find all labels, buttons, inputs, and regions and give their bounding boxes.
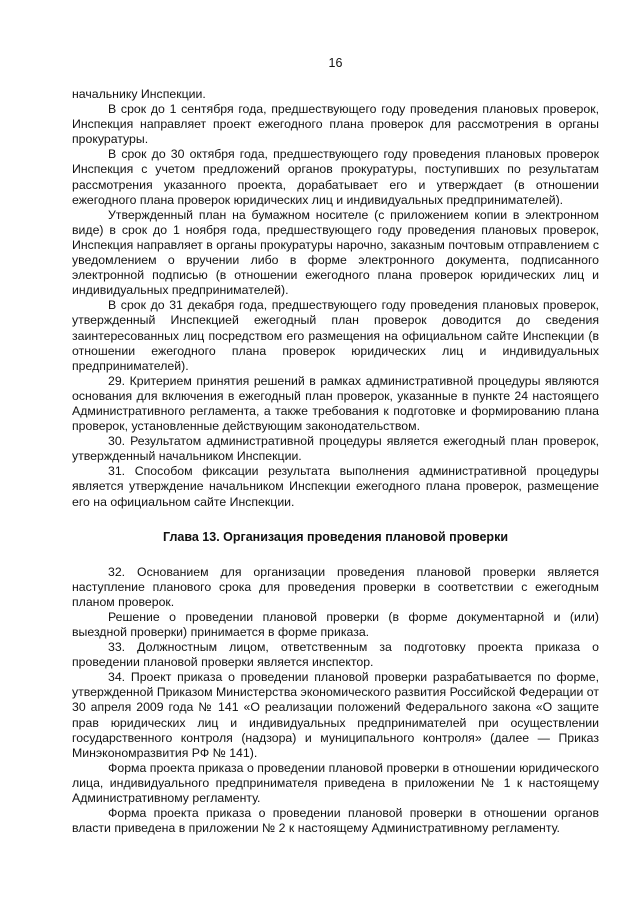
page-number: 16: [328, 56, 343, 70]
paragraph: Форма проекта приказа о проведении плановой проверки в отношении органов власти приведена в приложении № 2 к настоящему Административному регламенту.: [72, 806, 599, 836]
page-content: [72, 87, 599, 836]
paragraph: В срок до 30 октября года, предшествующего году проведения плановых проверок Инспекция с учетом предложений органов прокуратуры, поступивших по результатам рассмотрения указанного проекта, дорабатывает его и утверждает (в отношении ежегодного плана проверок юридических лиц и индивидуальных предпринимателей).: [72, 147, 599, 207]
paragraph: В срок до 1 сентября года, предшествующего году проведения плановых проверок, Инспекция направляет проект ежегодного плана проверок для рассмотрения в органы прокуратуры.: [72, 102, 599, 147]
paragraph-item-30: 30. Результатом административной процедуры является ежегодный план проверок, утвержденный начальником Инспекции.: [72, 434, 599, 464]
paragraph-item-31: 31. Способом фиксации результата выполнения административной процедуры является утверждение начальником Инспекции ежегодного плана проверок, размещение его на официальном сайте Инспекции.: [72, 464, 599, 509]
paragraph: Форма проекта приказа о проведении плановой проверки в отношении юридического лица, индивидуального предпринимателя приведена в приложении № 1 к настоящему Административному регламенту.: [72, 760, 599, 806]
paragraph: Решение о проведении плановой проверки (в форме документарной и (или) выездной проверки) принимается в форме приказа.: [72, 609, 599, 639]
paragraph: начальнику Инспекции.: [72, 87, 206, 101]
chapter-heading: Глава 13. Организация проведения плановой проверки: [162, 529, 509, 544]
section-before-heading: [72, 87, 599, 510]
paragraph-item-33: 33. Должностным лицом, ответственным за подготовку проекта приказа о проведении плановой проверки является инспектор.: [72, 640, 599, 670]
paragraph: В срок до 31 декабря года, предшествующего году проведения плановых проверок, утвержденный Инспекцией ежегодный план проверок доводится до сведения заинтересованных лиц посредством его размещения на официальном сайте Инспекции (в отношении ежегодного плана проверок юридических лиц и индивидуальных предпринимателей).: [72, 298, 599, 373]
paragraph: Утвержденный план на бумажном носителе (с приложением копии в электронном виде) в срок до 1 ноября года, предшествующего году проведения плановых проверок, Инспекция направляет в органы прокуратуры нарочно, заказным почтовым отправлением с уведомлением о вручении либо в форме электронного документа, подписанного электронной подписью (в отношении ежегодного плана проверок юридических лиц и индивидуальных предпринимателей).: [72, 207, 599, 298]
section-after-heading: [72, 565, 599, 837]
paragraph-item-29: 29. Критерием принятия решений в рамках административной процедуры являются основания для включения в ежегодный план проверок, указанные в пункте 24 настоящего Административного регламента, а также требования к подготовке и формированию плана проверок, установленные действующим законодательством.: [72, 373, 599, 434]
paragraph-item-34: 34. Проект приказа о проведении плановой проверки разрабатывается по форме, утвержденной Приказом Министерства экономического развития Российской Федерации от 30 апреля 2009 года № 141 «О реализации положений Федерального закона «О защите прав юридических лиц и индивидуальных предпринимателей при осуществлении государственного контроля (надзора) и муниципального контроля» (далее — Приказ Минэкономразвития РФ № 141).: [72, 670, 599, 760]
paragraph-item-32: 32. Основанием для организации проведения плановой проверки является наступление планового срока для проведения проверки в соответствии с ежегодным планом проверок.: [72, 564, 599, 609]
